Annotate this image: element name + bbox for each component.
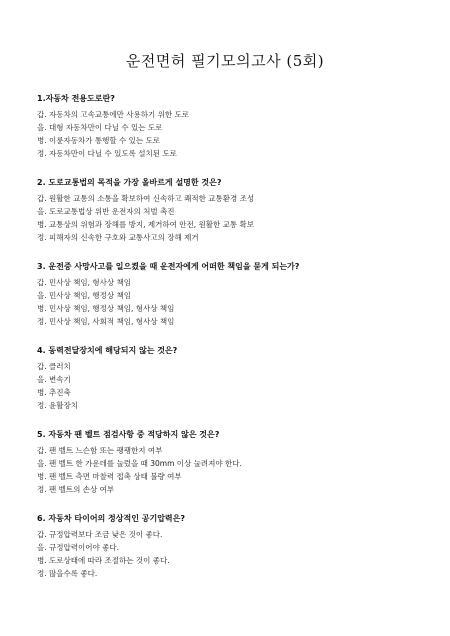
option-jeong: 정. 자동차만이 다닐 수 있도록 설치된 도로 <box>37 149 177 158</box>
option-gap: 갑. 민사상 책임, 형사상 책임 <box>37 278 131 287</box>
option-byeong: 병. 추진축 <box>37 388 71 397</box>
question-2 <box>37 176 437 244</box>
option-byeong: 병. 도로상태에 따라 조절하는 것이 좋다. <box>37 556 170 565</box>
question-5 <box>37 428 437 496</box>
question-text: 4. 동력전달장치에 해당되지 않는 것은? <box>37 346 178 355</box>
option-gap: 갑. 자동차의 고속교통에만 사용하기 위한 도로 <box>37 110 189 119</box>
option-gap: 갑. 클러치 <box>37 362 71 371</box>
option-gap: 갑. 규정압력보다 조금 낮은 것이 좋다. <box>37 530 163 539</box>
question-1 <box>37 92 437 160</box>
option-eul: 을. 팬 벨트 한 가운데를 눌렀을 때 30mm 이상 눌려져야 한다. <box>37 459 242 468</box>
option-jeong: 정. 많을수록 좋다. <box>37 569 98 578</box>
option-byeong: 병. 팬 벨트 측면 마찰력 접촉 상태 불량 여부 <box>37 472 182 481</box>
option-jeong: 정. 민사상 책임, 사회적 책임, 형사상 책임 <box>37 317 175 326</box>
option-eul: 을. 대형 자동차만이 다닐 수 있는 도로 <box>37 123 163 132</box>
option-byeong: 병. 민사상 책임, 행정상 책임, 형사상 책임 <box>37 304 175 313</box>
question-text: 3. 운전중 사망사고를 일으켰을 때 운전자에게 어떠한 책임을 묻게 되는가? <box>37 262 300 271</box>
option-jeong: 정. 윤활장치 <box>37 401 78 410</box>
option-gap: 갑. 팬 벨트 느슨함 또는 팽팽한지 여부 <box>37 446 163 455</box>
question-text: 1.자동차 전용도로란? <box>37 94 115 103</box>
option-byeong: 병. 이륜자동차가 통행할 수 있는 도로 <box>37 136 160 145</box>
option-jeong: 정. 팬 벨트의 손상 여부 <box>37 485 115 494</box>
option-byeong: 병. 교통상의 위험과 장해를 방지, 제거하여 안전, 원활한 교통 확보 <box>37 220 254 229</box>
question-4 <box>37 344 437 412</box>
option-eul: 을. 규정압력이어야 좋다. <box>37 543 119 552</box>
document-title: 운전면허 필기모의고사 (5회) <box>125 52 325 70</box>
question-3 <box>37 260 437 328</box>
question-6 <box>37 512 437 580</box>
option-eul: 을. 변속기 <box>37 375 71 384</box>
option-eul: 을. 민사상 책임, 행정상 책임 <box>37 291 131 300</box>
question-text: 5. 자동차 팬 벨트 점검사항 중 적당하지 않은 것은? <box>37 430 220 439</box>
option-gap: 갑. 원활한 교통의 소통을 확보하여 신속하고 쾌적한 교통환경 조성 <box>37 194 255 203</box>
option-eul: 을. 도로교통법상 위반 운전자의 처벌 촉진 <box>37 207 175 216</box>
question-list <box>37 92 437 596</box>
question-text: 6. 자동차 타이어의 정상적인 공기압력은? <box>37 514 186 523</box>
option-jeong: 정. 피해자의 신속한 구호와 교통사고의 장해 제거 <box>37 233 199 242</box>
question-text: 2. 도로교통법의 목적을 가장 올바르게 설명한 것은? <box>37 178 222 187</box>
